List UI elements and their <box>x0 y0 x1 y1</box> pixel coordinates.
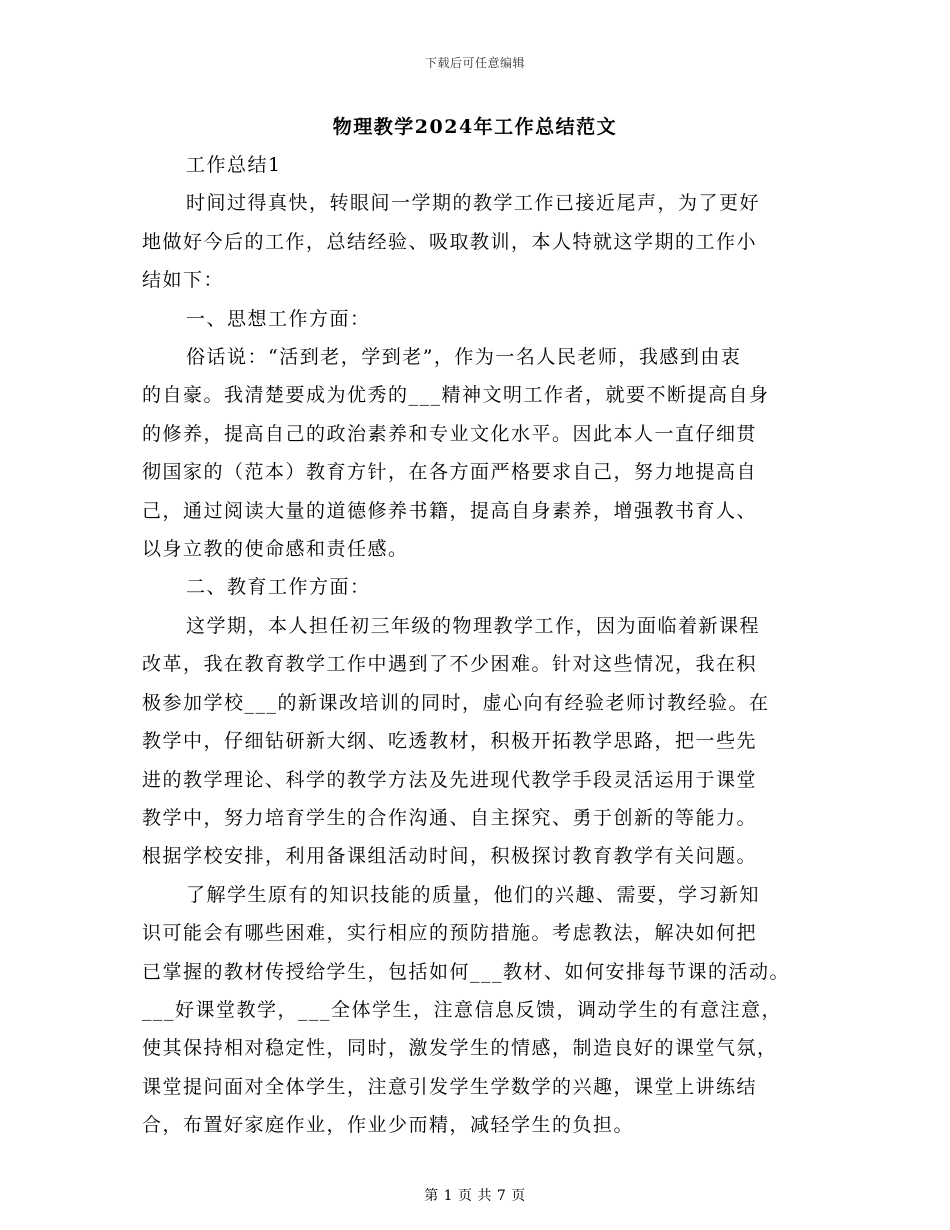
document-title: 物理教学2024年工作总结范文 <box>332 116 618 138</box>
paragraph-line: 结如下： <box>142 269 225 292</box>
paragraph-line: 教学中，仔细钻研新大纲、吃透教材，积极开拓教学思路，把一些先 <box>142 730 758 753</box>
paragraph-line: 进的教学理论、科学的教学方法及先进现代教学手段灵活运用于课堂 <box>142 768 758 791</box>
paragraph-line: 课堂提问面对全体学生，注意引发学生学数学的兴趣，课堂上讲练结 <box>142 1075 758 1098</box>
paragraph-line: 地做好今后的工作，总结经验、吸取教训，本人特就这学期的工作小 <box>142 230 758 253</box>
paragraph-line: 以身立教的使命感和责任感。 <box>142 538 409 561</box>
paragraph-line: 教学中，努力培育学生的合作沟通、自主探究、勇于创新的等能力。 <box>142 806 758 829</box>
header-note: 下载后可任意编辑 <box>424 56 525 70</box>
page-number: 第 1 页 共 7 页 <box>424 1188 526 1204</box>
paragraph-line: 已掌握的教材传授给学生，包括如何___教材、如何安排每节课的活动。 <box>142 960 791 983</box>
paragraph-line: 彻国家的（范本）教育方针，在各方面严格要求自己，努力地提高自 <box>142 461 758 484</box>
paragraph-line: 了解学生原有的知识技能的质量，他们的兴趣、需要，学习新知 <box>186 883 761 906</box>
paragraph-line: 的自豪。我清楚要成为优秀的___精神文明工作者，就要不断提高自身 <box>142 384 770 407</box>
paragraph-line: 合，布置好家庭作业，作业少而精，减轻学生的负担。 <box>142 1114 635 1137</box>
section-heading: 一、思想工作方面： <box>186 307 371 330</box>
section-heading: 工作总结1 <box>186 154 282 176</box>
paragraph-line: 这学期，本人担任初三年级的物理教学工作，因为面临着新课程 <box>186 614 761 637</box>
paragraph-line: ___好课堂教学，___全体学生，注意信息反馈，调动学生的有意注意， <box>142 998 783 1021</box>
paragraph-line: 俗话说：“活到老，学到老”，作为一名人民老师，我感到由衷 <box>186 346 742 369</box>
paragraph-line: 根据学校安排，利用备课组活动时间，积极探讨教育教学有关问题。 <box>142 845 758 868</box>
paragraph-line: 改革，我在教育教学工作中遇到了不少困难。针对这些情况，我在积 <box>142 653 758 676</box>
paragraph-line: 的修养，提高自己的政治素养和专业文化水平。因此本人一直仔细贯 <box>142 422 758 445</box>
paragraph-line: 时间过得真快，转眼间一学期的教学工作已接近尾声，为了更好 <box>186 192 761 215</box>
paragraph-line: 己，通过阅读大量的道德修养书籍，提高自身素养，增强教书育人、 <box>142 499 758 522</box>
document-body <box>142 146 812 1145</box>
paragraph-line: 使其保持相对稳定性，同时，激发学生的情感，制造良好的课堂气氛， <box>142 1037 778 1060</box>
paragraph-line: 识可能会有哪些困难，实行相应的预防措施。考虑教法，解决如何把 <box>142 922 758 945</box>
section-heading: 二、教育工作方面： <box>186 576 371 599</box>
paragraph-line: 极参加学校___的新课改培训的同时，虚心向有经验老师讨教经验。在 <box>142 691 770 714</box>
